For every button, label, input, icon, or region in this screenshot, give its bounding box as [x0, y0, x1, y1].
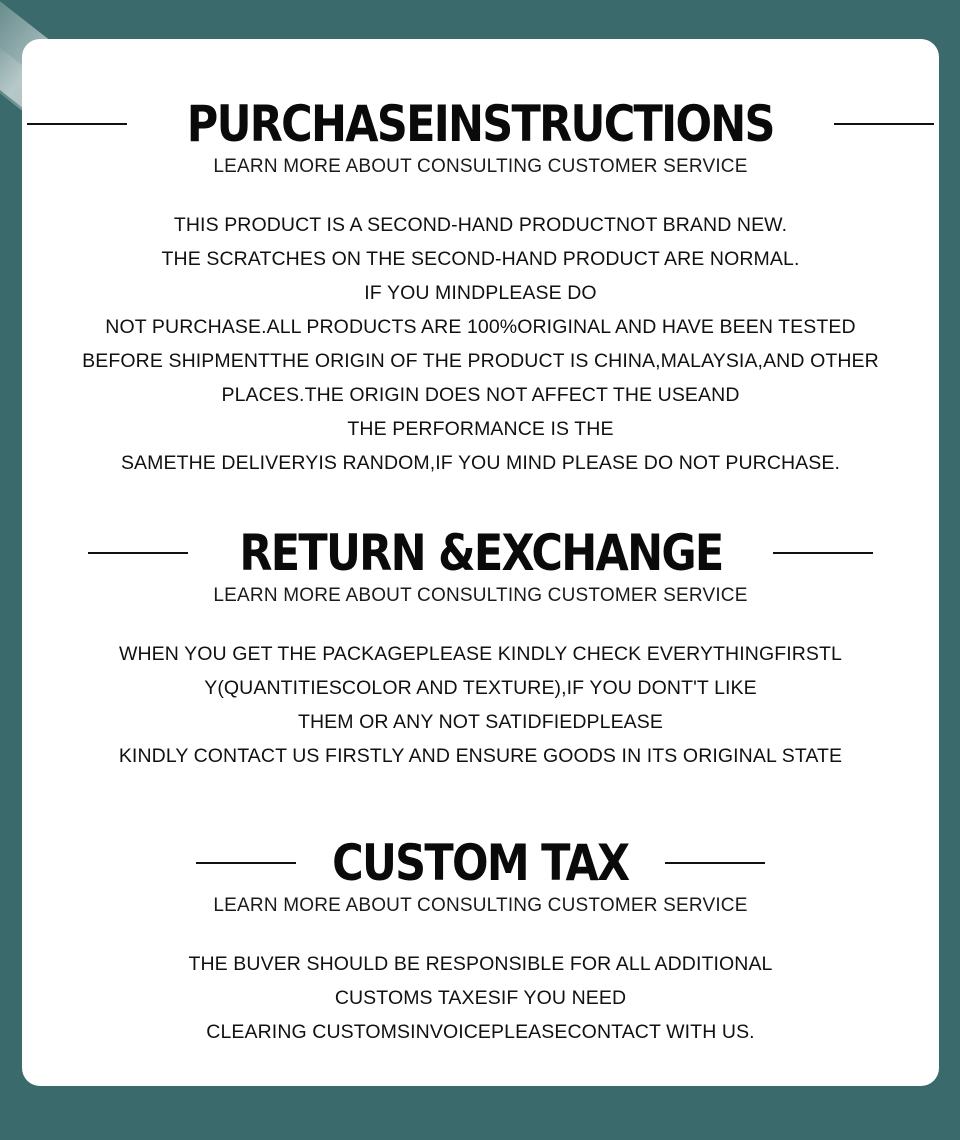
- section-body: [22, 208, 939, 480]
- body-line: WHEN YOU GET THE PACKAGEPLEASE KINDLY CHECK EVERYTHINGFIRSTL: [119, 643, 842, 665]
- body-line: THE PERFORMANCE IS THE: [347, 418, 614, 440]
- purchase-instructions-section: [22, 94, 939, 480]
- body-line: BEFORE SHIPMENTTHE ORIGIN OF THE PRODUCT IS CHINA,MALAYSIA,AND OTHER: [82, 350, 879, 372]
- heading-rule-left: [88, 552, 188, 554]
- body-line: IF YOU MINDPLEASE DO: [364, 282, 597, 304]
- heading-rule-right: [834, 123, 934, 125]
- section-heading: [22, 523, 939, 583]
- body-line: CLEARING CUSTOMSINVOICEPLEASECONTACT WITH US.: [206, 1021, 755, 1043]
- section-subtitle: LEARN MORE ABOUT CONSULTING CUSTOMER SERVICE: [213, 156, 748, 177]
- body-line: KINDLY CONTACT US FIRSTLY AND ENSURE GOODS IN ITS ORIGINAL STATE: [118, 745, 843, 767]
- heading-rule-left: [196, 862, 296, 864]
- body-line: SAMETHE DELIVERYIS RANDOM,IF YOU MIND PLEASE DO NOT PURCHASE.: [120, 452, 841, 474]
- body-line: THE SCRATCHES ON THE SECOND-HAND PRODUCT ARE NORMAL.: [161, 248, 800, 270]
- body-line: CUSTOMS TAXESIF YOU NEED: [334, 987, 627, 1009]
- heading-rule-right: [665, 862, 765, 864]
- section-subtitle: LEARN MORE ABOUT CONSULTING CUSTOMER SERVICE: [213, 585, 748, 606]
- body-line: NOT PURCHASE.ALL PRODUCTS ARE 100%ORIGINAL AND HAVE BEEN TESTED: [105, 316, 856, 338]
- section-body: [22, 947, 939, 1049]
- section-body: [22, 637, 939, 773]
- body-line: THIS PRODUCT IS A SECOND-HAND PRODUCTNOT BRAND NEW.: [173, 214, 788, 236]
- section-heading: [22, 833, 939, 893]
- info-card: [22, 39, 939, 1086]
- custom-tax-section: [22, 833, 939, 1049]
- section-subtitle: LEARN MORE ABOUT CONSULTING CUSTOMER SERVICE: [213, 895, 748, 916]
- heading-rule-right: [773, 552, 873, 554]
- body-line: Y(QUANTITIESCOLOR AND TEXTURE),IF YOU DONT'T LIKE: [204, 677, 757, 699]
- return-exchange-section: [22, 523, 939, 773]
- body-line: THEM OR ANY NOT SATIDFIEDPLEASE: [297, 711, 663, 733]
- section-title: PURCHASEINSTRUCTIONS: [186, 95, 775, 153]
- section-title: CUSTOM TAX: [332, 834, 629, 892]
- section-title: RETURN &EXCHANGE: [238, 524, 723, 582]
- heading-rule-left: [27, 123, 127, 125]
- section-heading: [22, 94, 939, 154]
- body-line: THE BUVER SHOULD BE RESPONSIBLE FOR ALL ADDITIONAL: [188, 953, 773, 975]
- body-line: PLACES.THE ORIGIN DOES NOT AFFECT THE USEAND: [221, 384, 740, 406]
